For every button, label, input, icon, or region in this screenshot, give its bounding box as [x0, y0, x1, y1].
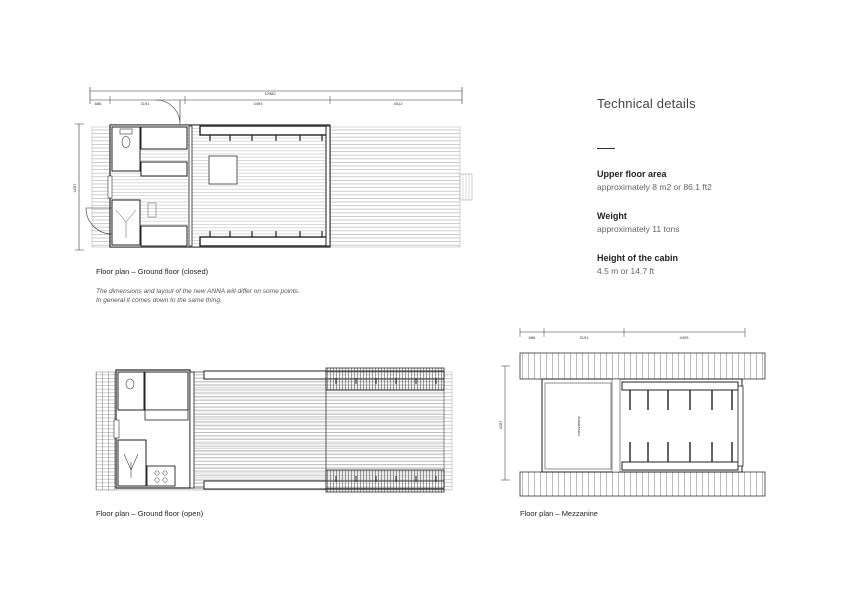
mezz-dim-height: 4287	[498, 420, 503, 430]
mezz-dim-a: 686	[528, 335, 536, 340]
caption-ground-floor-closed: Floor plan – Ground floor (closed)	[96, 267, 209, 276]
mezz-dim-b: 3191	[579, 335, 589, 340]
mezz-vertical-label: mezzanine	[576, 416, 581, 436]
mezz-dim-c: 4493	[679, 335, 689, 340]
dim-d: 4512	[393, 101, 403, 106]
spec-value: approximately 11 tons	[597, 224, 680, 234]
spec-cabin-height	[597, 253, 678, 276]
plan-mezzanine	[498, 328, 765, 496]
plan-ground-floor-open	[96, 368, 452, 492]
dim-total: 12982	[264, 91, 276, 96]
technical-details-title: Technical details	[597, 96, 696, 111]
note-line-1: The dimensions and layout of the new ANNA will differ on some points.	[96, 288, 300, 295]
spec-value: approximately 8 m2 or 86.1 ft2	[597, 182, 712, 192]
title-divider	[597, 148, 615, 149]
dim-c: 4493	[253, 101, 263, 106]
spec-weight	[597, 211, 680, 234]
dim-height: 4287	[72, 183, 77, 193]
spec-label: Height of the cabin	[597, 253, 678, 263]
dim-a: 686	[94, 101, 102, 106]
note-line-2: In general it comes down to the same thing.	[96, 297, 222, 304]
spec-value: 4.5 m or 14.7 ft	[597, 266, 655, 276]
caption-mezzanine: Floor plan – Mezzanine	[520, 509, 598, 518]
spec-label: Upper floor area	[597, 169, 667, 179]
plan-ground-floor-closed	[72, 87, 472, 250]
dim-b: 3191	[140, 101, 150, 106]
spec-label: Weight	[597, 211, 627, 221]
spec-upper-floor-area	[597, 169, 712, 192]
caption-ground-floor-open: Floor plan – Ground floor (open)	[96, 509, 204, 518]
